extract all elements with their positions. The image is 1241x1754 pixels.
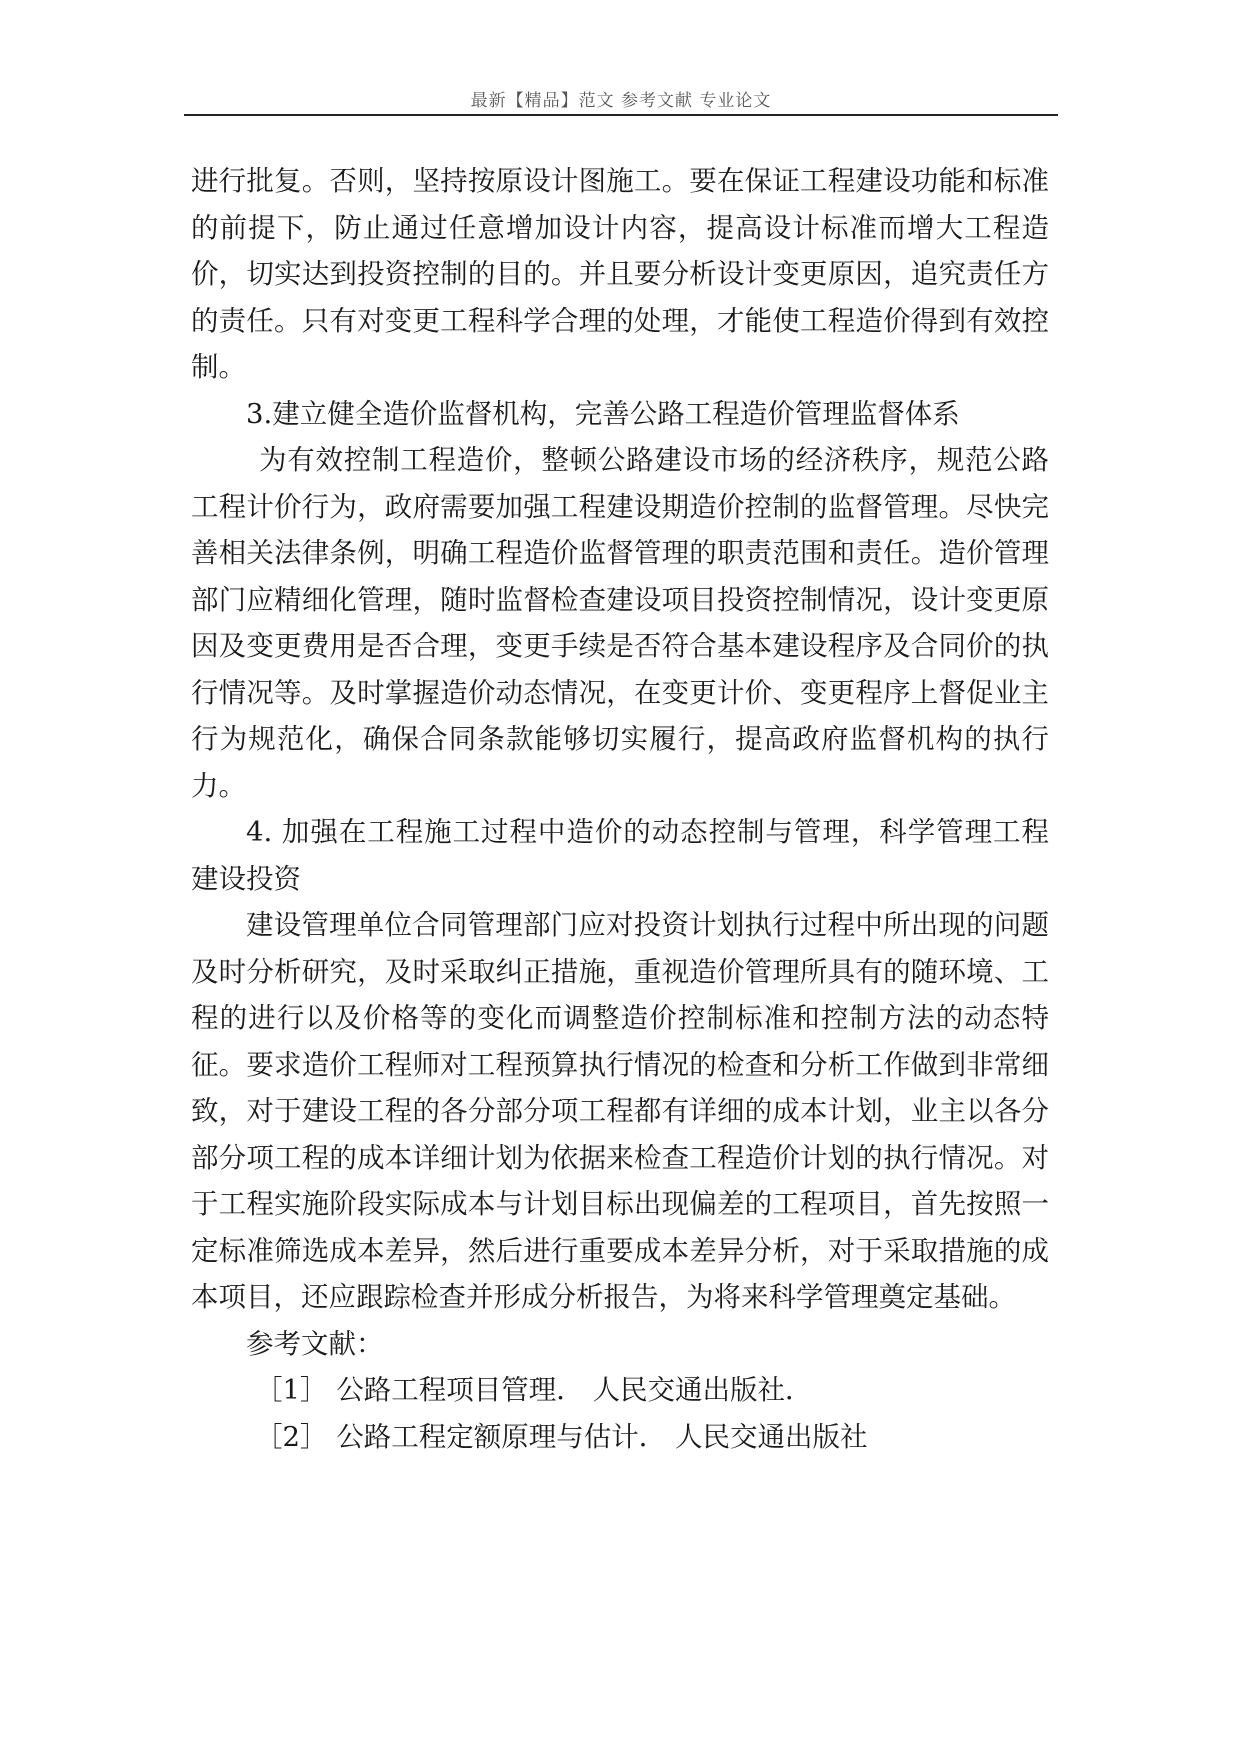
- reference-item-2: ［2］ 公路工程定额原理与估计． 人民交通出版社: [255, 1420, 868, 1453]
- section-heading-3: 3.建立健全造价监督机构，完善公路工程造价管理监督体系: [246, 397, 960, 430]
- page-header: 最新【精品】范文 参考文献 专业论文: [470, 91, 772, 111]
- document-body: [191, 158, 1049, 1460]
- paragraph-section-4: 建设管理单位合同管理部门应对投资计划执行过程中所出现的问题及时分析研究，及时采取纠正措施，重视造价管理所具有的随环境、工程的进行以及价格等的变化而调整造价控制标准和控制方法的动态特征。要求造价工程师对工程预算执行情况的检查和分析工作做到非常细致，对于建设工程的各分部分项工程都有详细的成本计划，业主以各分部分项工程的成本详细计划为依据来检查工程造价计划的执行情况。对于工程实施阶段实际成本与计划目标出现偏差的工程项目，首先按照一定标准筛选成本差异，然后进行重要成本差异分析，对于采取措施的成本项目，还应跟踪检查并形成分析报告，为将来科学管理奠定基础。: [191, 909, 1049, 1313]
- paragraph-section-3: 为有效控制工程造价，整顿公路建设市场的经济秩序，规范公路工程计价行为，政府需要加强工程建设期造价控制的监督管理。尽快完善相关法律条例，明确工程造价监督管理的职责范围和责任。造价管理部门应精细化管理，随时监督检查建设项目投资控制情况，设计变更原因及变更费用是否合理，变更手续是否符合基本建设程序及合同价的执行情况等。及时掌握造价动态情况，在变更计价、变更程序上督促业主行为规范化，确保合同条款能够切实履行，提高政府监督机构的执行力。: [191, 444, 1049, 802]
- section-heading-4: 4. 加强在工程施工过程中造价的动态控制与管理，科学管理工程建设投资: [191, 816, 1049, 895]
- header-divider: [184, 114, 1058, 116]
- paragraph-continuation: 进行批复。否则，坚持按原设计图施工。要在保证工程建设功能和标准的前提下，防止通过任意增加设计内容，提高设计标准而增大工程造价，切实达到投资控制的目的。并且要分析设计变更原因，追究责任方的责任。只有对变更工程科学合理的处理，才能使工程造价得到有效控制。: [191, 165, 1049, 383]
- reference-item-1: ［1］ 公路工程项目管理． 人民交通出版社．: [255, 1374, 813, 1406]
- references-heading: 参考文献：: [246, 1327, 384, 1360]
